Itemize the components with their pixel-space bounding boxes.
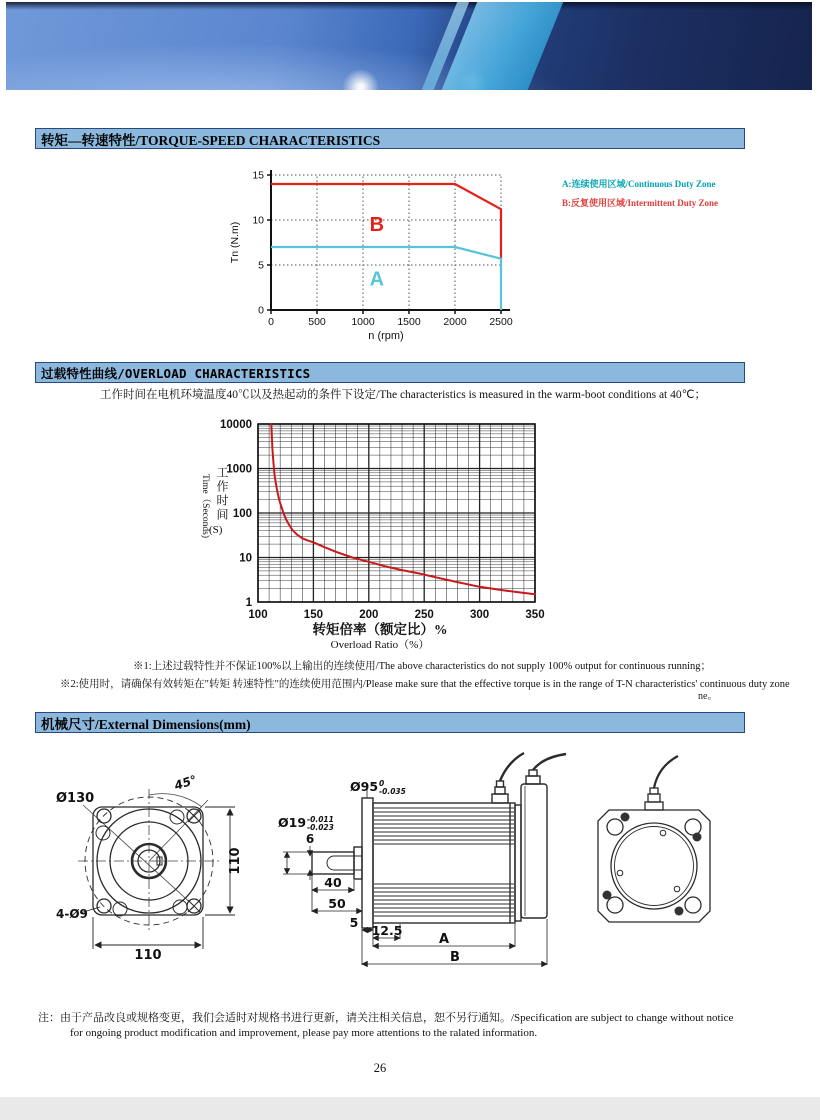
section-title-dimensions-text: 机械尺寸/External Dimensions(mm) — [41, 716, 251, 732]
overload-ylabel-chinese: 工作时间 — [215, 466, 229, 522]
dim-total-length-B: B — [450, 950, 460, 965]
svg-text:150: 150 — [303, 609, 323, 621]
end-cap — [515, 805, 521, 921]
overload-condition-note: 工作时间在电机环境温度40℃以及热起动的条件下设定/The characteristics is measured in the warm-boot conditions at 40℃； — [100, 389, 707, 401]
svg-text:1: 1 — [245, 597, 252, 609]
svg-text:5: 5 — [258, 259, 264, 272]
section-title-overload — [35, 362, 745, 383]
legend-intermittent-duty-zone: B:反复使用区域/Intermittent Duty Zone — [562, 198, 718, 208]
dim-flange-diameter: Ø95 0 -0.035 — [350, 778, 406, 796]
section-title-overload-text: 过载特性曲线/OVERLOAD CHARACTERISTICS — [41, 365, 311, 381]
dim-holes-4xd9: 4-Ø9 — [56, 907, 88, 921]
footer-note-line1: 注：由于产品改良或规格变更，我们会适时对规格书进行更新，请关注相关信息，恕不另行通知。/Specification are subject to change without notice — [38, 1012, 734, 1024]
rear-cable-gland — [645, 802, 663, 810]
svg-text:10000: 10000 — [220, 419, 252, 431]
dim-angle-45: 45° — [172, 772, 199, 793]
svg-text:300: 300 — [470, 609, 490, 621]
dim-50: 50 — [328, 896, 346, 911]
section-title-torque-speed-text: 转矩—转速特性/TORQUE-SPEED CHARACTERISTICS — [41, 132, 381, 148]
rear-cover-circle — [611, 823, 697, 909]
footer-note-line2: for ongoing product modification and improvement, please pay more attentions to the ralated information. — [70, 1027, 538, 1039]
header-banner-image — [6, 2, 812, 90]
svg-text:10: 10 — [239, 552, 252, 565]
motor-body — [373, 803, 515, 923]
cable-gland-2 — [526, 776, 540, 784]
svg-text:200: 200 — [359, 609, 379, 621]
shaft-boss — [354, 847, 362, 879]
svg-text:1000: 1000 — [351, 316, 375, 328]
svg-text:250: 250 — [414, 609, 434, 621]
flange-plate — [362, 798, 373, 928]
overload-note-1: ※1:上述过载特性并不保证100%以上输出的连续使用/The above characteristics do not supply 100% output for continuous running； — [133, 661, 712, 672]
svg-text:100: 100 — [248, 609, 268, 621]
shaft — [312, 852, 354, 874]
dim-bolt-circle: Ø130 — [56, 791, 95, 806]
legend-continuous-duty-zone: A:连续使用区域/Continuous Duty Zone — [562, 179, 716, 189]
key-slot — [327, 856, 362, 870]
svg-text:0: 0 — [258, 304, 264, 317]
dim-shaft-diameter: Ø19 -0.011 -0.023 — [278, 814, 334, 832]
overload-ylabel-unit: (S) — [209, 524, 223, 536]
page-bottom-margin — [0, 1097, 820, 1120]
dim-flange-thickness: 5 — [349, 915, 359, 930]
dim-body-length-A: A — [438, 932, 450, 947]
dim-width-110: 110 — [134, 948, 162, 963]
angle-45-arc — [149, 794, 202, 807]
page-number: 26 — [373, 1061, 387, 1075]
svg-text:500: 500 — [308, 316, 326, 328]
cable-2 — [533, 754, 566, 770]
svg-text:n (rpm): n (rpm) — [368, 330, 404, 342]
overload-note-2: ※2:使用时，请确保有效转矩在"转矩 转速特性"的连续使用范围内/Please make sure that the effective torque is in the range of T-N characteristics' continuous duty zone — [60, 679, 790, 690]
svg-text:Tn (N.m): Tn (N.m) — [229, 221, 241, 264]
svg-text:100: 100 — [232, 508, 252, 520]
svg-text:2500: 2500 — [489, 316, 513, 328]
front-view-drawing — [30, 755, 275, 970]
svg-text:A: A — [369, 268, 385, 291]
torque-speed-chart — [225, 166, 525, 346]
dim-12-5: 12.5 — [371, 923, 403, 938]
svg-text:350: 350 — [525, 609, 545, 621]
dim-key-width: 6 — [305, 832, 315, 846]
overload-ylabel-english: Time（Seconds) — [200, 473, 210, 539]
svg-text:10: 10 — [252, 214, 264, 227]
svg-text:0: 0 — [268, 316, 274, 328]
cooling-fins — [374, 808, 514, 916]
svg-text:2000: 2000 — [443, 316, 467, 328]
dim-height-110: 110 — [228, 847, 243, 875]
overload-xlabel-english: Overload Ratio（%） — [330, 639, 430, 651]
svg-text:1500: 1500 — [397, 316, 421, 328]
rear-view-drawing — [585, 745, 760, 945]
svg-text:B: B — [369, 213, 385, 236]
rear-cable — [654, 756, 678, 788]
section-title-torque-speed — [35, 128, 745, 149]
overload-xlabel-chinese: 转矩倍率（额定比）% — [312, 622, 448, 637]
section-title-dimensions — [35, 712, 745, 733]
side-view-drawing — [270, 748, 582, 993]
svg-text:1000: 1000 — [226, 463, 252, 476]
torque-speed-legend — [562, 175, 718, 213]
stray-text-fragment: ne。 — [698, 691, 718, 702]
cable-1 — [500, 753, 524, 781]
cable-gland-1 — [492, 794, 508, 803]
svg-text:15: 15 — [252, 169, 264, 182]
dim-shaft-length: 40 — [324, 875, 342, 890]
